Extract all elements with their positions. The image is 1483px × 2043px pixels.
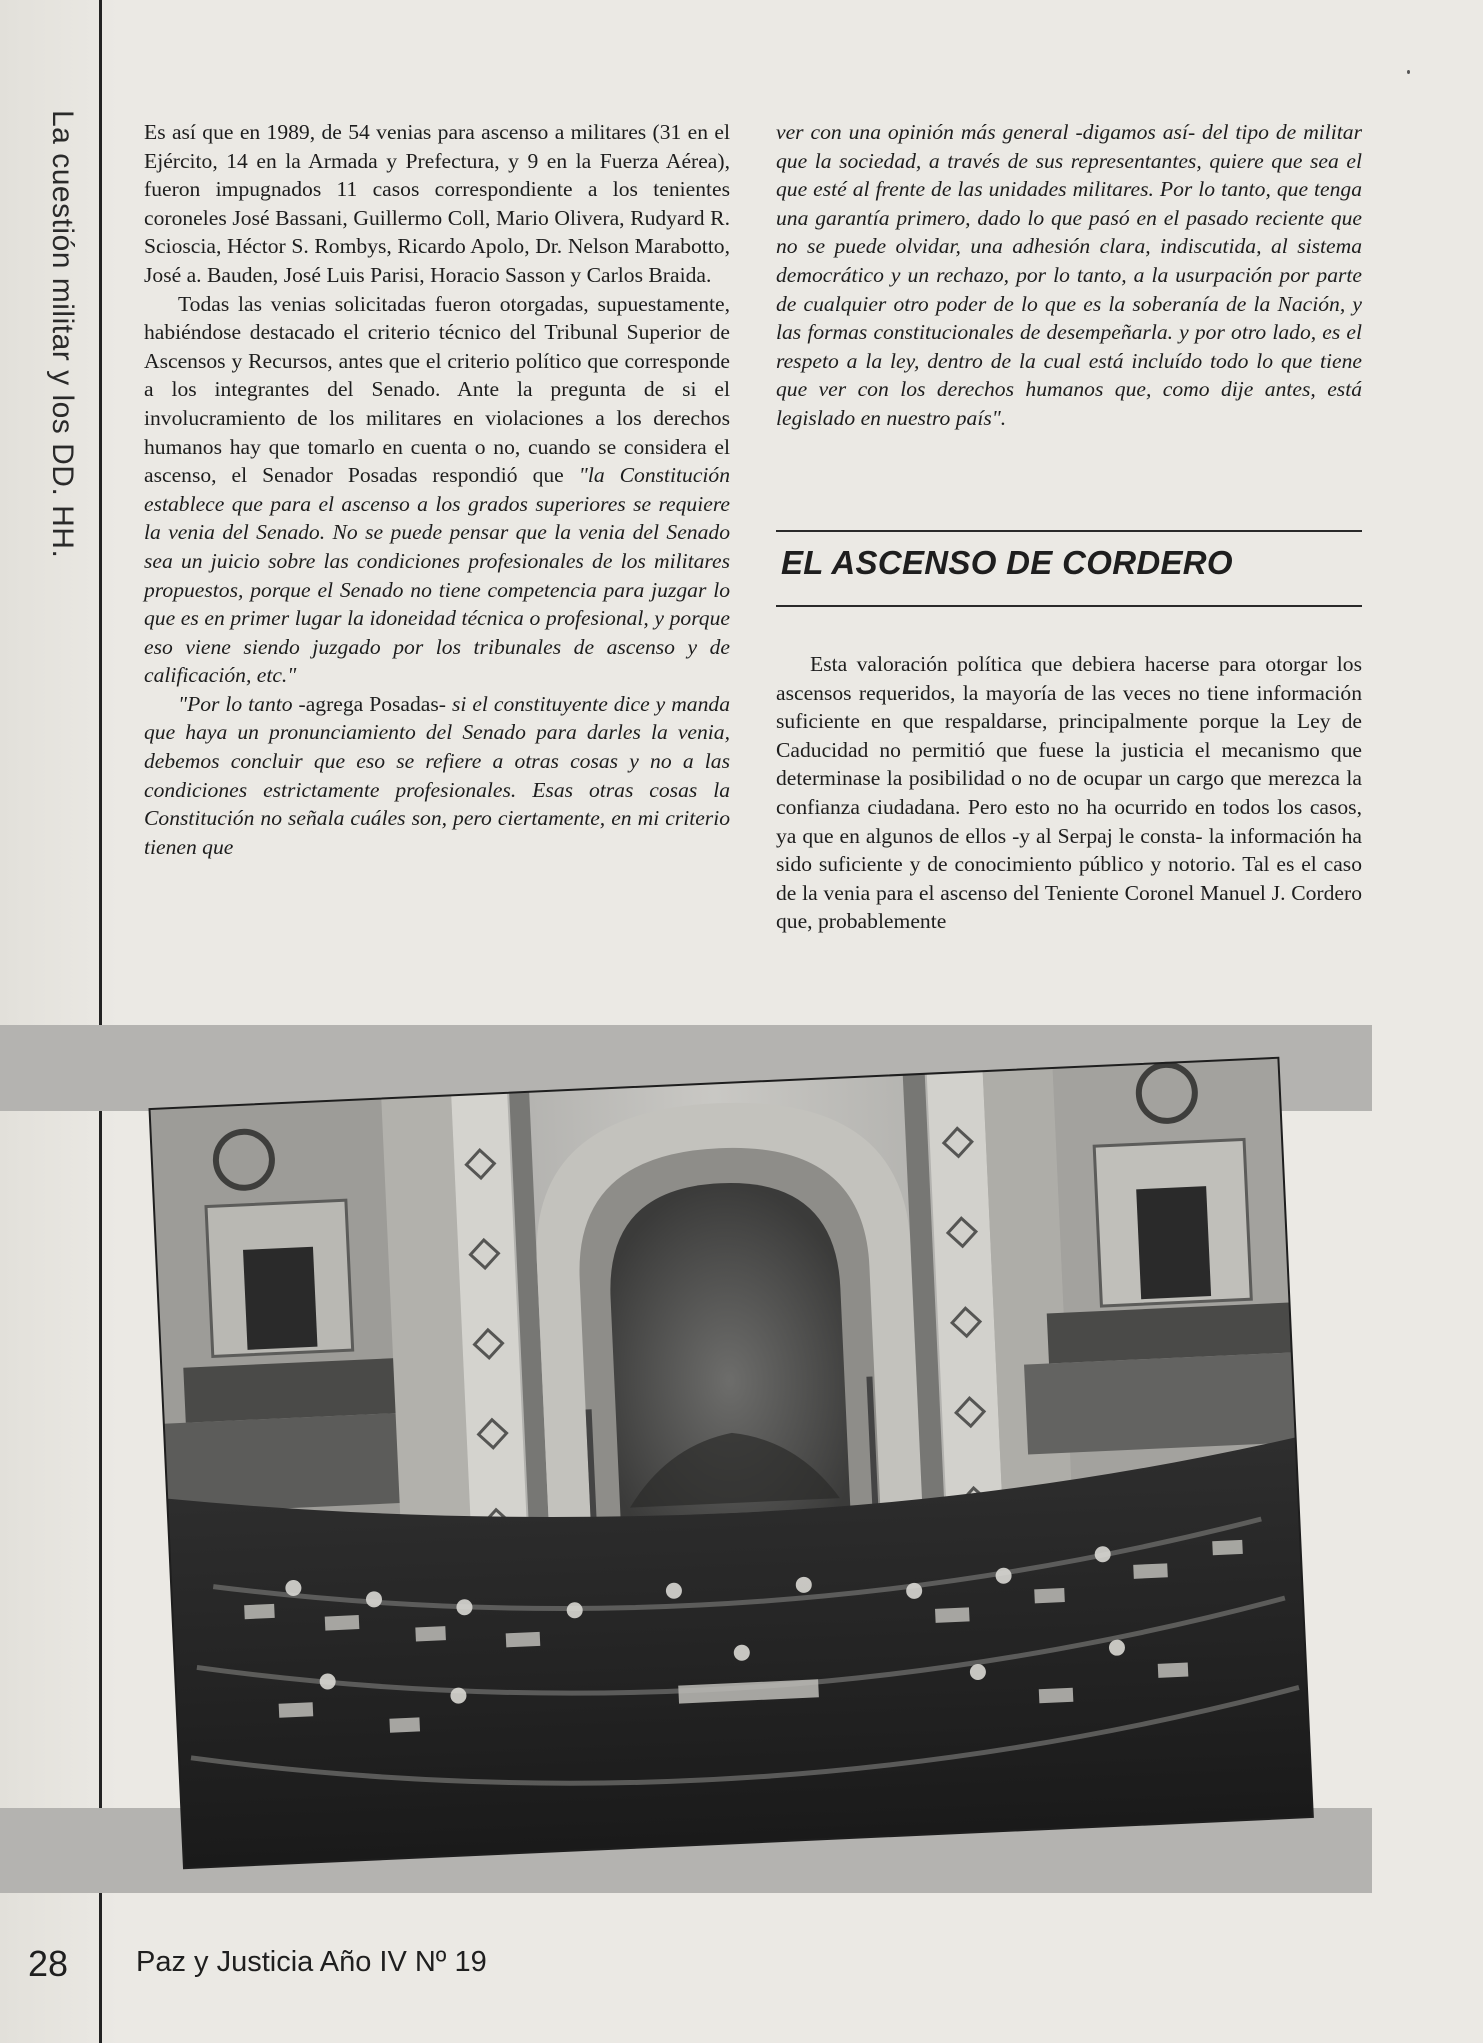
running-section-title: La cuestión militar y los DD. HH. (46, 110, 79, 559)
paragraph-posadas-continues (144, 690, 730, 862)
senate-chamber-photo (148, 1043, 1314, 1875)
quote-text: ver con una opinión más general -digamos así- del tipo de militar que la sociedad, a través de sus representantes, quiere que sea el que esté al frente de las unidades militares. Por lo tanto, que tenga una garantía primero, dado lo que pasó en el pasado reciente que no se puede olvidar, una adhesión clara, indiscutida, al sistema democrático y un rechazo, por lo tanto, a la usurpación por parte de cualquier otro poder de lo que es la soberanía de la Nación, y las formas constitucionales de desempeñarla. y por otro lado, es el respeto a la ley, dentro de la cual está incluído todo lo que tiene que ver con los derechos humanos que, como dije antes, está legislado en nuestro país". (776, 120, 1362, 430)
attribution: -agrega Posadas- (298, 691, 452, 716)
publication-footer: Paz y Justicia Año IV Nº 19 (136, 1946, 487, 1978)
photo-graphic (148, 1043, 1314, 1875)
quote-part: "Por lo tanto (178, 691, 299, 716)
print-speck (1407, 70, 1410, 74)
section-heading: EL ASCENSO DE CORDERO (781, 544, 1233, 581)
section-rule-top (776, 530, 1362, 532)
paragraph-venias: Es así que en 1989, de 54 venias para ascenso a militares (31 en el Ejército, 14 en la Armada y Prefectura, y 9 en la Fuerza Aérea), fueron impugnados 11 casos correspondiente a los tenientes coroneles José Bassani, Guillermo Coll, Mario Olivera, Rudyard R. Scioscia, Héctor S. Rombys, Ricardo Apolo, Dr. Nelson Marabotto, José a. Bauden, José Luis Parisi, Horacio Sasson y Carlos Braida. (144, 120, 730, 287)
paragraph-text: Todas las venias solicitadas fueron otorgadas, supuestamente, habiéndose destacado el criterio técnico del Tribunal Superior de Ascensos y Recursos, antes que el criterio político que corresponde a los integrantes del Senado. Ante la pregunta de si el involucramiento de los militares en violaciones a los derechos humanos hay que tomarlo en cuenta o no, cuando se considera el ascenso, el Senador Posadas respondió que (144, 291, 730, 488)
right-column-quote (776, 118, 1362, 433)
left-column (144, 118, 730, 861)
paragraph-cordero: Esta valoración política que debiera hacerse para otorgar los ascensos requeridos, la mayoría de las veces no tiene información suficiente en que respaldarse, principalmente porque la Ley de Caducidad no permitió que fuese la justicia el mecanismo que determinase la posibilidad o no de ocupar un cargo que merezca la confianza ciudadana. Pero esto no ha ocurrido en todos los casos, ya que en algunos de ellos -y al Serpaj le consta- la información ha sido suficiente y de conocimiento público y notorio. Tal es el caso de la venia para el ascenso del Teniente Coronel Manuel J. Cordero que, probablemente (776, 652, 1362, 934)
quote-part: si el constituyente dice y manda que haya un pronunciamiento del Senado para darles la venia, debemos concluir que eso se refiere a otras cosas y no a las condiciones estrictamente profesionales. Esas otras cosas la Constitución no señala cuáles son, pero ciertamente, en mi criterio tienen que (144, 691, 730, 859)
quote-continuation (776, 118, 1362, 433)
margin-rule (99, 0, 102, 2043)
paragraph-posadas-answer (144, 290, 730, 690)
section-rule-bottom (776, 605, 1362, 607)
quote-posadas: "la Constitución establece que para el ascenso a los grados superiores se requiere la venia del Senado. No se puede pensar que la venia del Senado sea un juicio sobre las condiciones profesionales de los militares propuestos, porque el Senado no tiene competencia para juzgar lo que es en primer lugar la idoneidad técnica o profesional, y porque eso viene siendo juzgado por los tribunales de ascenso y de calificación, etc." (144, 463, 730, 688)
right-column-body (776, 650, 1362, 936)
page-number: 28 (28, 1943, 69, 1984)
